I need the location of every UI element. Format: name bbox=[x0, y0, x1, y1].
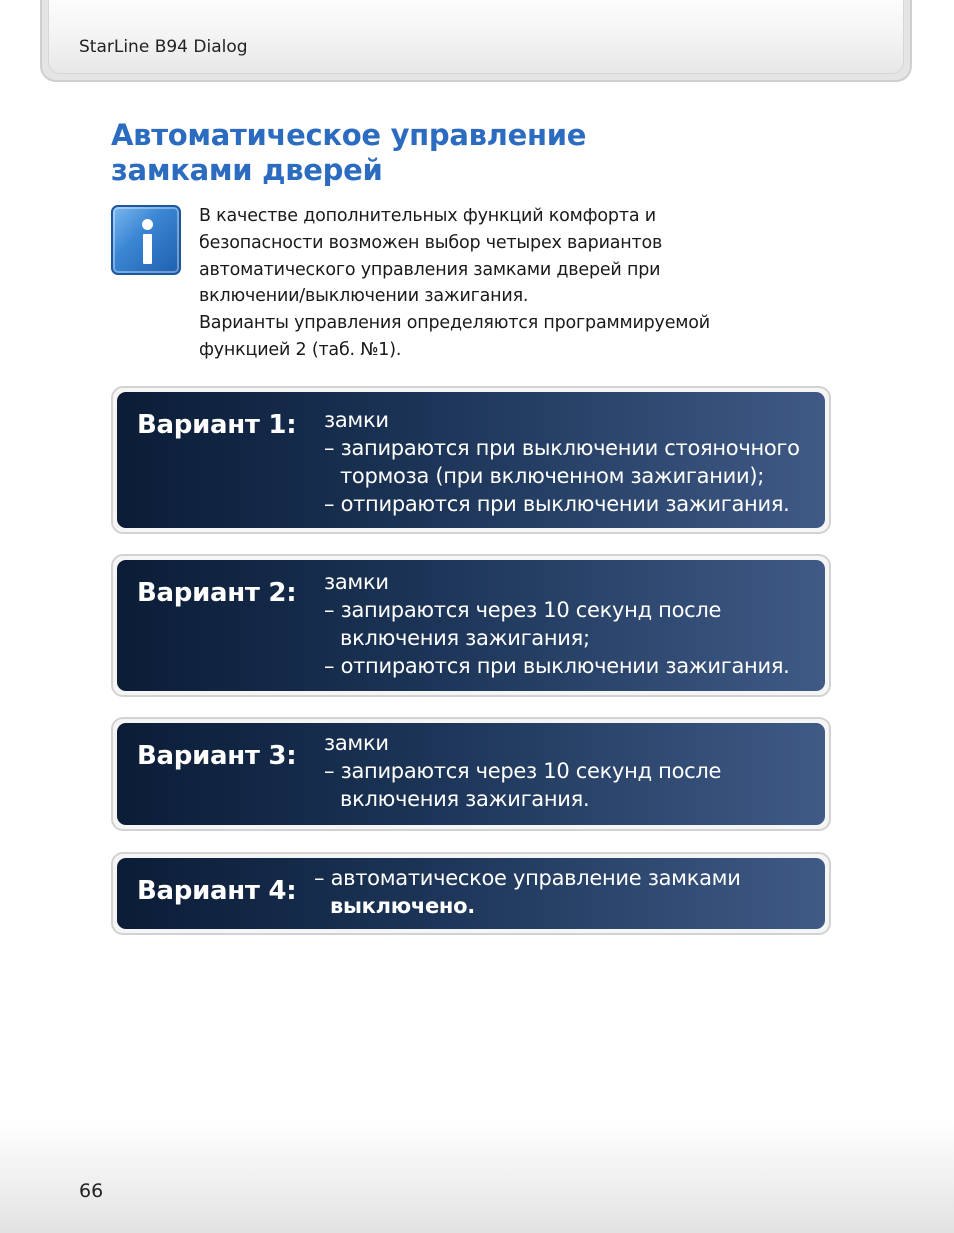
variant-line bbox=[314, 892, 814, 920]
variant-1-panel bbox=[117, 392, 825, 528]
variant-2-box bbox=[111, 554, 831, 697]
intro-line: Варианты управления определяются программируемой bbox=[199, 313, 710, 334]
variant-2-label: Вариант 2: bbox=[137, 578, 297, 608]
variant-line: замки bbox=[324, 731, 389, 755]
variant-line: – отпираются при выключении зажигания. bbox=[324, 654, 790, 678]
variant-4-box bbox=[111, 852, 831, 935]
variant-1-box bbox=[111, 386, 831, 534]
intro-line: безопасности возможен выбор четырех вариантов bbox=[199, 232, 663, 253]
variant-4-panel bbox=[117, 858, 825, 929]
variant-1-text bbox=[324, 406, 824, 518]
variant-line: замки bbox=[324, 570, 389, 594]
variant-line: тормоза (при включенном зажигании); bbox=[340, 464, 764, 488]
variant-3-box bbox=[111, 717, 831, 831]
variant-line: – автоматическое управление замками bbox=[314, 866, 741, 890]
variant-1-label: Вариант 1: bbox=[137, 410, 297, 440]
variant-2-panel bbox=[117, 560, 825, 691]
intro-line: функцией 2 (таб. №1). bbox=[199, 339, 402, 360]
intro-line: В качестве дополнительных функций комфорта и bbox=[199, 206, 656, 226]
variant-line: включения зажигания; bbox=[340, 626, 590, 650]
intro-text bbox=[199, 203, 799, 364]
variant-line: – запираются через 10 секунд после bbox=[324, 598, 722, 622]
intro-line: автоматического управления замками дверей при bbox=[199, 259, 661, 280]
header-title: StarLine B94 Dialog bbox=[79, 37, 248, 57]
footer-band bbox=[0, 1120, 954, 1233]
variant-line: – запираются через 10 секунд после bbox=[324, 759, 722, 783]
variant-line: – запираются при выключении стояночного bbox=[324, 436, 800, 460]
page-number: 66 bbox=[79, 1180, 104, 1202]
info-icon bbox=[111, 205, 181, 275]
intro-paragraph-2 bbox=[199, 310, 799, 364]
intro-line: включении/выключении зажигания. bbox=[199, 286, 529, 307]
variant-line: замки bbox=[324, 408, 389, 432]
variant-4-text bbox=[314, 864, 814, 920]
page-title-line-1: Автоматическое управление bbox=[111, 118, 587, 152]
variant-3-panel bbox=[117, 723, 825, 825]
variant-3-text bbox=[324, 729, 824, 813]
variant-4-label: Вариант 4: bbox=[137, 876, 297, 906]
page-title bbox=[111, 118, 586, 188]
variant-2-text bbox=[324, 568, 824, 680]
variant-line: – отпираются при выключении зажигания. bbox=[324, 492, 790, 516]
page-title-line-2: замками дверей bbox=[111, 153, 383, 187]
variant-3-label: Вариант 3: bbox=[137, 741, 297, 771]
variant-line: включения зажигания. bbox=[340, 787, 590, 811]
intro-paragraph-1 bbox=[199, 203, 799, 310]
variant-line-bold: выключено. bbox=[330, 894, 475, 918]
